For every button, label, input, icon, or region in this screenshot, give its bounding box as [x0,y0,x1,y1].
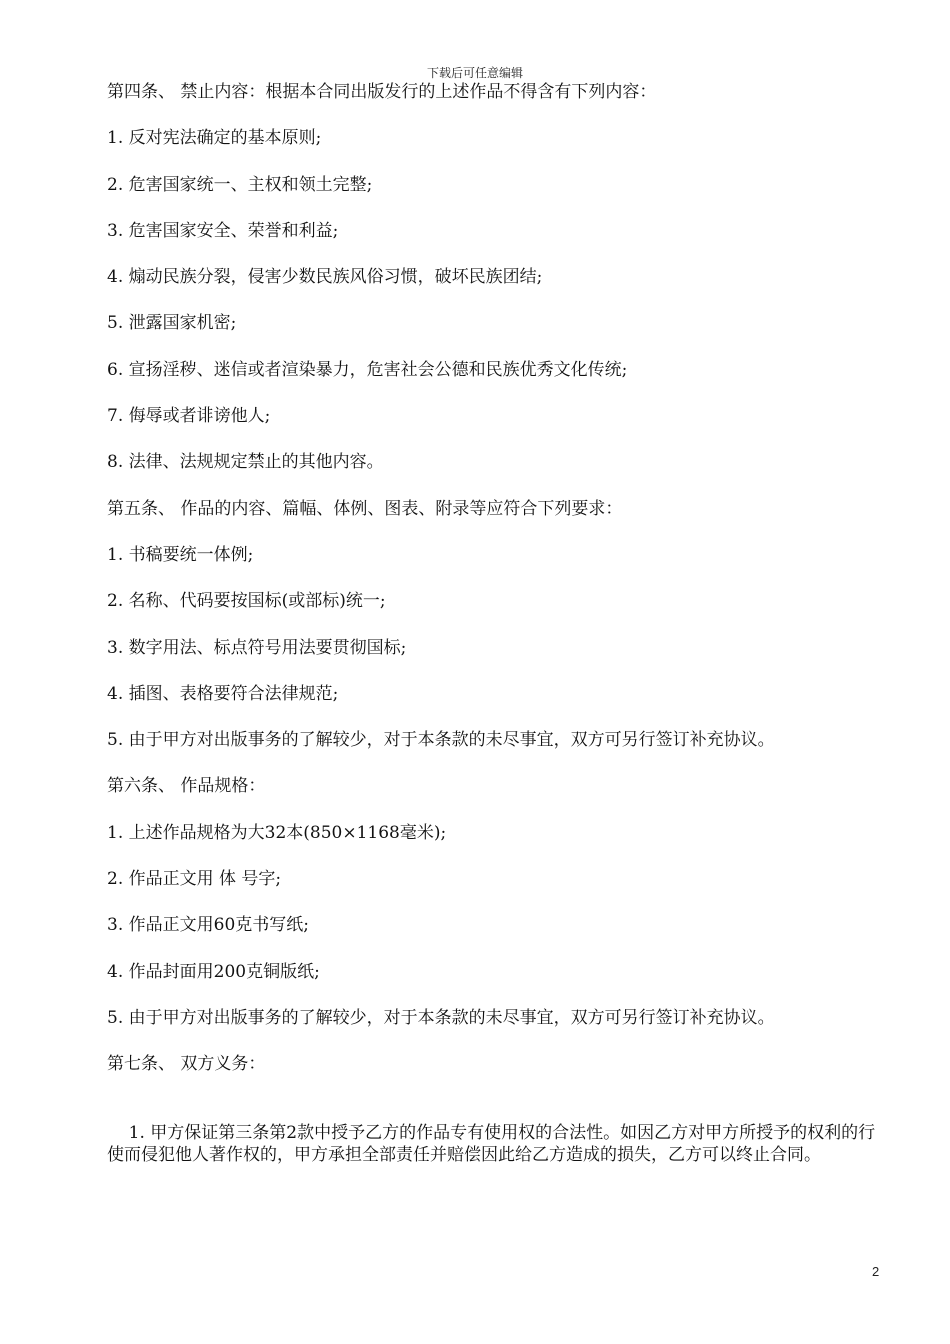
page-number: 2 [872,1264,880,1279]
list-item: 3. 作品正文用60克书写纸; [107,915,309,936]
list-item: 6. 宣扬淫秽、迷信或者渲染暴力，危害社会公德和民族优秀文化传统; [107,359,628,380]
list-item: 1. 书稿要统一体例; [107,544,254,565]
list-item: 4. 煽动民族分裂，侵害少数民族风俗习惯，破坏民族团结; [107,267,543,288]
article-6-heading: 第六条、 作品规格： [107,776,266,797]
list-item: 7. 侮辱或者诽谤他人; [107,406,271,427]
list-item: 3. 数字用法、标点符号用法要贯彻国标; [107,637,407,658]
list-item: 5. 由于甲方对出版事务的了解较少，对于本条款的未尽事宜，双方可另行签订补充协议。 [107,1007,775,1028]
list-item: 2. 危害国家统一、主权和领土完整; [107,174,373,195]
article-5-heading: 第五条、 作品的内容、篇幅、体例、图表、附录等应符合下列要求： [107,498,623,519]
list-item: 4. 作品封面用200克铜版纸; [107,961,320,982]
list-item: 2. 作品正文用 体 号字; [107,869,282,890]
article-4-heading: 第四条、 禁止内容：根据本合同出版发行的上述作品不得含有下列内容： [107,82,657,102]
article-7-heading: 第七条、 双方义务： [107,1054,266,1075]
list-item: 5. 由于甲方对出版事务的了解较少，对于本条款的未尽事宜，双方可另行签订补充协议。 [107,730,775,751]
header-note: 下载后可任意编辑 [426,66,523,80]
article-7-paragraph: 1. 甲方保证第三条第2款中授予乙方的作品专有使用权的合法性。如因乙方对甲方所授予的权利的行使而侵犯他人著作权的，甲方承担全部责任并赔偿因此给乙方造成的损失，乙方可以终止合同。 [107,1123,876,1165]
list-item: 1. 上述作品规格为大32本(850×1168毫米); [107,822,447,843]
list-item: 3. 危害国家安全、荣誉和利益; [107,220,339,241]
list-item: 5. 泄露国家机密; [107,313,237,334]
list-item: 4. 插图、表格要符合法律规范; [107,683,339,704]
article-7-paragraph-container [107,1122,880,1166]
list-item: 1. 反对宪法确定的基本原则; [107,128,322,149]
list-item: 2. 名称、代码要按国标(或部标)统一; [107,591,386,612]
list-item: 8. 法律、法规规定禁止的其他内容。 [107,452,384,473]
document-body [107,80,877,1099]
